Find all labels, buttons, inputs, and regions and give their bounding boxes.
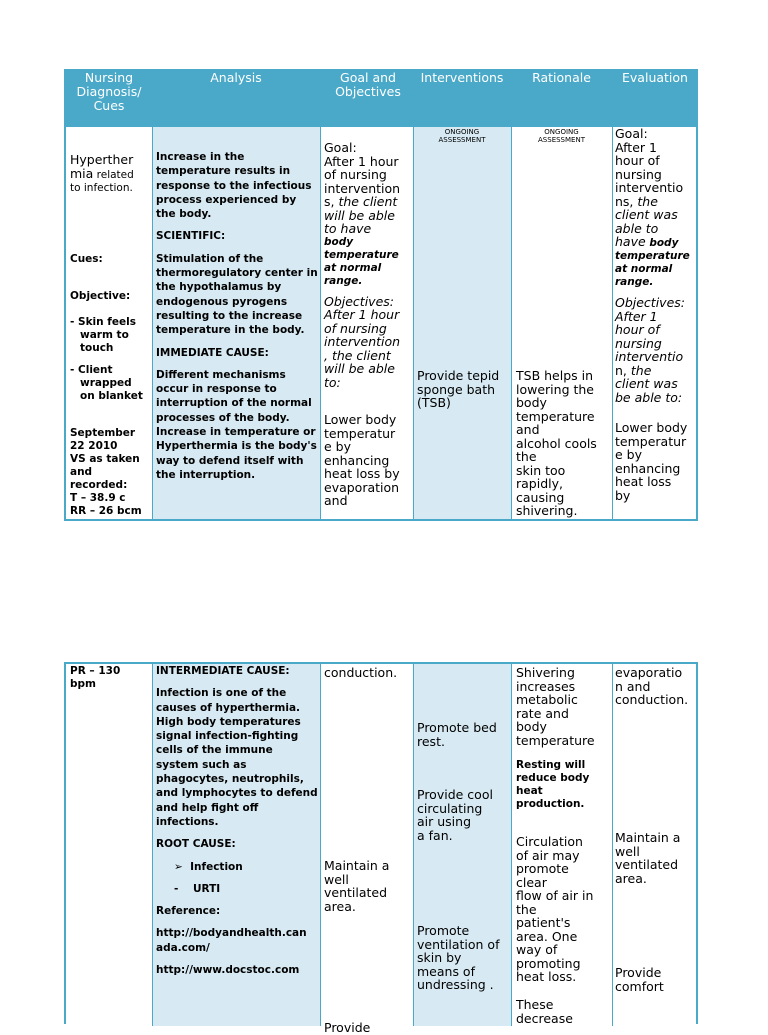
rationale-text: flow of air in [516, 888, 594, 903]
intervention-text: undressing . [417, 977, 494, 992]
cue-item-text: wrapped [80, 377, 132, 389]
intervention-text: sponge bath [417, 381, 496, 397]
objective-text: to: [324, 374, 341, 390]
intervention-text: circulating [417, 800, 483, 816]
evaluation-text: interventio [615, 180, 684, 195]
goal-text: the client [334, 194, 398, 209]
header-nursing-diagnosis: Nursing Diagnosis/ Cues [76, 70, 142, 113]
rationale-text: clear [516, 874, 547, 890]
vs-text: bpm [70, 678, 96, 690]
rationale-tsb [516, 369, 612, 518]
rationale-text: lowering the [516, 381, 594, 397]
rationale-text: These [516, 997, 554, 1012]
column-divider [612, 664, 613, 1026]
analysis-subheading: INTERMEDIATE CAUSE: [156, 665, 290, 677]
ongoing-text: ONGOING [544, 128, 579, 136]
goal-text: will be able [324, 207, 395, 223]
objective-text: After 1 hour [324, 307, 400, 322]
goal-label: Goal: [615, 126, 648, 141]
vital-signs-continued [70, 665, 120, 691]
evaluation-text: ns, [615, 193, 634, 209]
analysis-cell-continued [156, 664, 318, 985]
goal-text: intervention [324, 180, 401, 196]
objective-text: ventilated [324, 885, 388, 900]
analysis-subheading: IMMEDIATE CAUSE: [156, 346, 269, 359]
vs-temperature: T – 38.9 c [70, 492, 126, 504]
evaluation-text: range. [615, 276, 654, 288]
evaluation-text: Lower body [615, 420, 688, 435]
root-cause-item: URTI [192, 882, 221, 895]
cue-item-text: - Client [70, 364, 113, 376]
rationale-text: body [516, 719, 547, 734]
ongoing-assessment-label [511, 128, 612, 144]
rationale-text: increases [516, 678, 576, 694]
evaluation-text: conduction. [615, 692, 689, 707]
rationale-text: the [516, 901, 537, 917]
diagnosis-text: to infection. [70, 182, 133, 194]
evaluation-text: After 1 [615, 308, 658, 324]
intervention-text: a fan. [417, 827, 453, 843]
objective-text: Lower body [324, 412, 397, 427]
vs-text: 22 2010 [70, 440, 118, 452]
objective-text: Maintain a [324, 858, 390, 873]
objective-text: of nursing [324, 320, 387, 336]
ongoing-assessment-label [413, 128, 511, 144]
diagnosis-text: mia [70, 166, 94, 181]
evaluation-text: able to [615, 220, 659, 236]
vs-text: September [70, 427, 136, 439]
intervention-text: air using [417, 814, 472, 829]
care-plan-table-2 [64, 662, 698, 1035]
rationale-text: heat loss. [516, 969, 577, 984]
evaluation-text: body [645, 237, 679, 249]
rationale-text: alcohol cools [516, 435, 597, 451]
goal-text: of nursing [324, 167, 387, 182]
rationale-text: the [516, 449, 537, 464]
evaluation-text: temperature [615, 250, 690, 262]
objective-text: enhancing [324, 452, 390, 468]
cue-item-text: on blanket [80, 390, 143, 402]
rationale-text: body [516, 395, 547, 410]
evaluation-text: nursing [615, 335, 662, 351]
evaluation-text: After 1 [615, 139, 657, 155]
column-divider [612, 127, 613, 519]
rationale-text: metabolic [516, 692, 578, 707]
objective-text: evaporation [324, 479, 400, 495]
objectives-label: Objectives: [615, 295, 685, 310]
evaluation-text: the [633, 193, 658, 209]
cues-label: Cues: [70, 253, 103, 265]
care-plan-table-1 [64, 69, 698, 521]
evaluation-text: n, [615, 362, 627, 378]
header-evaluation: Evaluation [622, 70, 688, 85]
column-divider [152, 664, 153, 1026]
objective-text: well [324, 871, 349, 887]
evaluation-text: nursing [615, 166, 662, 182]
objective-text: Provide [324, 1020, 371, 1035]
evaluation-text: e by [615, 447, 642, 462]
cue-item-text: - Skin feels [70, 316, 136, 328]
analysis-paragraph: Different mechanisms occur in response to interruption of the normal processes of the body. Increase in temperature or Hyperthermia is the body's way to defend itself with the interruption. [156, 368, 317, 481]
evaluation-text: ventilated [615, 857, 679, 872]
evaluation-text: evaporatio [615, 665, 683, 680]
intervention-text: Promote [417, 923, 470, 938]
rationale-shivering [516, 666, 612, 747]
header-interventions: Interventions [420, 70, 504, 85]
evaluation-text: be able to: [615, 389, 683, 405]
evaluation-text: n and [615, 678, 651, 694]
intervention-text: (TSB) [417, 395, 451, 410]
rationale-rest [516, 759, 612, 811]
evaluation-text: interventio [615, 349, 684, 364]
goal-text: range. [324, 274, 363, 287]
intervention-bed-rest [417, 721, 511, 748]
column-divider [413, 127, 414, 519]
objectives-label: Objectives: [324, 293, 394, 309]
objective-text: conduction. [324, 665, 398, 680]
analysis-paragraph: Infection is one of the causes of hyperthermia. High body temperatures signal infection-fighting cells of the immune system such as phagocytes, neutrophils, and lymphocytes to defend and help fight off infections. [156, 687, 318, 828]
vs-text: and [70, 466, 93, 478]
vs-respiratory-rate: RR – 26 bcm [70, 505, 142, 517]
header-goal-objectives: Goal and Objectives [335, 70, 401, 99]
rationale-text: production. [516, 798, 585, 810]
rationale-text: Circulation [516, 834, 583, 849]
column-divider [320, 664, 321, 1026]
evaluation-text: Maintain a [615, 830, 681, 845]
rationale-text: and [516, 422, 540, 437]
goal-objectives-cell [324, 141, 412, 508]
evaluation-ventilation [615, 831, 698, 885]
evaluation-text: temperatur [615, 433, 687, 449]
column-divider [511, 664, 512, 1026]
reference-link[interactable]: ada.com/ [156, 941, 210, 954]
evaluation-text: heat loss [615, 474, 672, 489]
goal-text: temperature [324, 248, 399, 261]
objective-text: intervention [324, 334, 401, 349]
vs-text: recorded: [70, 479, 128, 491]
objective-text: e by [324, 439, 351, 454]
column-divider [413, 664, 414, 1026]
intervention-text: means of [417, 963, 475, 979]
evaluation-text: at normal [615, 263, 673, 275]
header-analysis: Analysis [210, 70, 262, 85]
goal-text: s, [324, 194, 335, 209]
evaluation-text: comfort [615, 978, 664, 994]
goal-text: body [324, 235, 354, 248]
analysis-subheading: SCIENTIFIC: [156, 230, 226, 243]
rationale-text: way of [516, 942, 558, 957]
intervention-tsb [417, 369, 511, 410]
rationale-text: promote [516, 861, 569, 876]
evaluation-text: Provide [615, 965, 662, 980]
rationale-circulation [516, 835, 612, 984]
objective-label: Objective: [70, 290, 131, 302]
intervention-fan [417, 788, 511, 842]
intervention-text: skin by [417, 950, 462, 965]
rationale-text: Resting will [516, 759, 586, 771]
objective-text: and [324, 493, 348, 508]
column-divider [320, 127, 321, 519]
goal-label: Goal: [324, 140, 357, 155]
cue-item-text: touch [80, 342, 114, 354]
goal-text: to have [324, 221, 372, 236]
reference-label: Reference: [156, 905, 221, 918]
evaluation-text: area. [615, 870, 647, 886]
ongoing-text: ONGOING [444, 128, 480, 136]
evaluation-text: hour of [615, 153, 660, 168]
reference-link[interactable]: http://www.docstoc.com [156, 964, 300, 977]
evaluation-text: the [626, 362, 652, 378]
intervention-text: Provide tepid [417, 368, 500, 383]
cue-item-text: warm to [80, 329, 129, 341]
rationale-text: rapidly, [516, 476, 563, 491]
cue-item [70, 316, 136, 355]
rationale-text: TSB helps in [516, 368, 594, 383]
nursing-diagnosis-cell [70, 153, 152, 195]
interventions-column-shade [413, 127, 511, 519]
intervention-text: rest. [417, 733, 445, 749]
evaluation-comfort [615, 966, 698, 993]
reference-link[interactable]: http://bodyandhealth.can [156, 927, 307, 940]
evaluation-text: client was [615, 376, 678, 391]
intervention-text: ventilation of [417, 936, 500, 952]
root-cause-item: Infection [190, 860, 243, 873]
analysis-paragraph: Increase in the temperature results in response to the infectious process experienced by the body. [156, 151, 312, 221]
analysis-cell [156, 150, 318, 490]
ongoing-text: ASSESSMENT [438, 136, 486, 144]
evaluation-text: have [615, 234, 646, 249]
vital-signs-block [70, 427, 152, 518]
evaluation-continued [615, 666, 698, 707]
objective-text: area. [324, 898, 356, 914]
rationale-text: heat [516, 785, 543, 797]
rationale-text: decrease [516, 1010, 573, 1026]
vs-pulse-rate: PR – 130 [70, 665, 121, 677]
rationale-undressing [516, 998, 612, 1025]
rationale-text: rate and [516, 705, 569, 721]
rationale-text: of air may [516, 847, 580, 863]
cue-item [70, 364, 143, 403]
evaluation-text: client was [615, 207, 678, 222]
objective-ventilation [324, 859, 412, 913]
goal-text: After 1 hour [324, 153, 399, 169]
evaluation-text: by [615, 487, 631, 503]
objective-text: temperatur [324, 425, 396, 441]
intervention-text: Promote bed [417, 720, 497, 735]
bullet-arrow-icon: ➢ [174, 860, 183, 873]
vs-text: VS as taken [70, 453, 140, 465]
rationale-text: skin too [516, 462, 566, 478]
goal-text: at normal [324, 261, 382, 274]
evaluation-text: hour of [615, 322, 660, 337]
rationale-text: causing [516, 489, 565, 505]
rationale-text: patient's [516, 915, 571, 930]
rationale-text: reduce body [516, 772, 590, 784]
column-divider [511, 127, 512, 519]
diagnosis-text: related [93, 169, 134, 181]
column-divider [152, 127, 153, 519]
objective-text: will be able [324, 361, 395, 376]
rationale-text: promoting [516, 955, 581, 971]
diagnosis-text: Hyperther [70, 152, 134, 167]
objective-text: , the client [324, 347, 391, 363]
header-rationale: Rationale [532, 70, 591, 85]
analysis-paragraph: Stimulation of the thermoregulatory center in the hypothalamus by endogenous pyrogens resulting to the increase temperature in the body. [156, 252, 318, 337]
rationale-text: temperature [516, 408, 595, 424]
objective-text: heat loss by [324, 466, 400, 481]
rationale-text: area. One [516, 928, 578, 944]
evaluation-text: enhancing [615, 460, 681, 476]
ongoing-text: ASSESSMENT [538, 136, 585, 144]
rationale-text: shivering. [516, 503, 578, 518]
evaluation-cell [615, 127, 698, 502]
evaluation-text: well [615, 843, 640, 859]
intervention-text: Provide cool [417, 787, 493, 802]
intervention-ventilation [417, 924, 511, 992]
rationale-text: Shivering [516, 665, 575, 680]
rationale-text: temperature [516, 732, 595, 748]
analysis-subheading: ROOT CAUSE: [156, 838, 236, 851]
bullet-dash-icon: - [174, 882, 179, 895]
